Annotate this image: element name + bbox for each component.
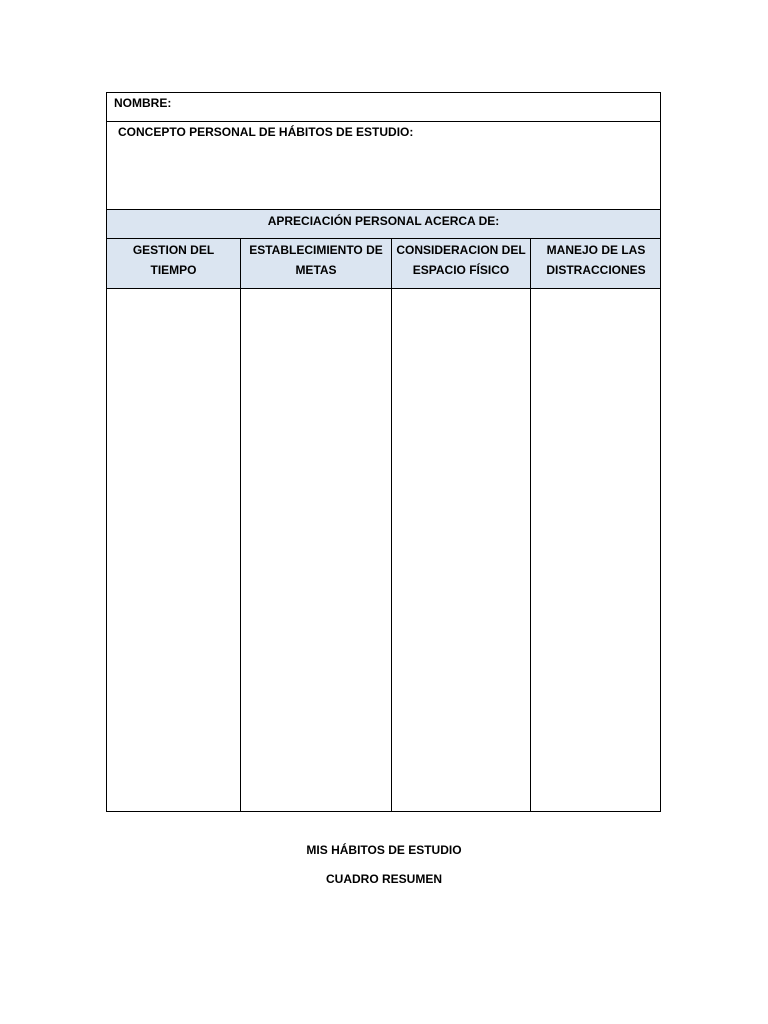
column-divider	[240, 239, 241, 811]
column-header-line: ESTABLECIMIENTO DE	[249, 243, 383, 257]
answer-cell-distracciones[interactable]	[531, 289, 661, 811]
column-header-line: CONSIDERACION DEL	[396, 243, 526, 257]
appreciation-header-row	[107, 210, 660, 239]
column-divider	[530, 239, 531, 811]
column-header-line: DISTRACCIONES	[546, 263, 646, 277]
column-header-establecimiento-metas	[241, 239, 391, 288]
answer-cell-espacio-fisico[interactable]	[392, 289, 530, 811]
column-header-line: MANEJO DE LAS	[546, 243, 646, 257]
study-habits-table	[106, 92, 661, 812]
appreciation-label: APRECIACIÓN PERSONAL ACERCA DE:	[267, 214, 500, 228]
column-header-distracciones	[531, 239, 661, 288]
concept-row[interactable]	[107, 122, 660, 210]
name-row[interactable]	[107, 93, 660, 122]
column-headers-row	[107, 239, 660, 289]
concept-label: CONCEPTO PERSONAL DE HÁBITOS DE ESTUDIO:	[118, 125, 414, 139]
column-header-line: METAS	[295, 263, 337, 277]
name-label: NOMBRE:	[114, 96, 172, 110]
answer-cell-gestion-tiempo[interactable]	[107, 289, 240, 811]
document-title: MIS HÁBITOS DE ESTUDIO	[306, 843, 462, 857]
column-divider	[391, 239, 392, 811]
answer-cell-establecimiento-metas[interactable]	[241, 289, 391, 811]
answer-area	[107, 289, 660, 811]
column-header-gestion-tiempo	[107, 239, 240, 288]
column-header-espacio-fisico	[392, 239, 530, 288]
column-header-line: TIEMPO	[150, 263, 197, 277]
document-subtitle: CUADRO RESUMEN	[325, 872, 442, 886]
column-header-line: ESPACIO FÍSICO	[412, 263, 510, 277]
column-header-line: GESTION DEL	[132, 243, 215, 257]
